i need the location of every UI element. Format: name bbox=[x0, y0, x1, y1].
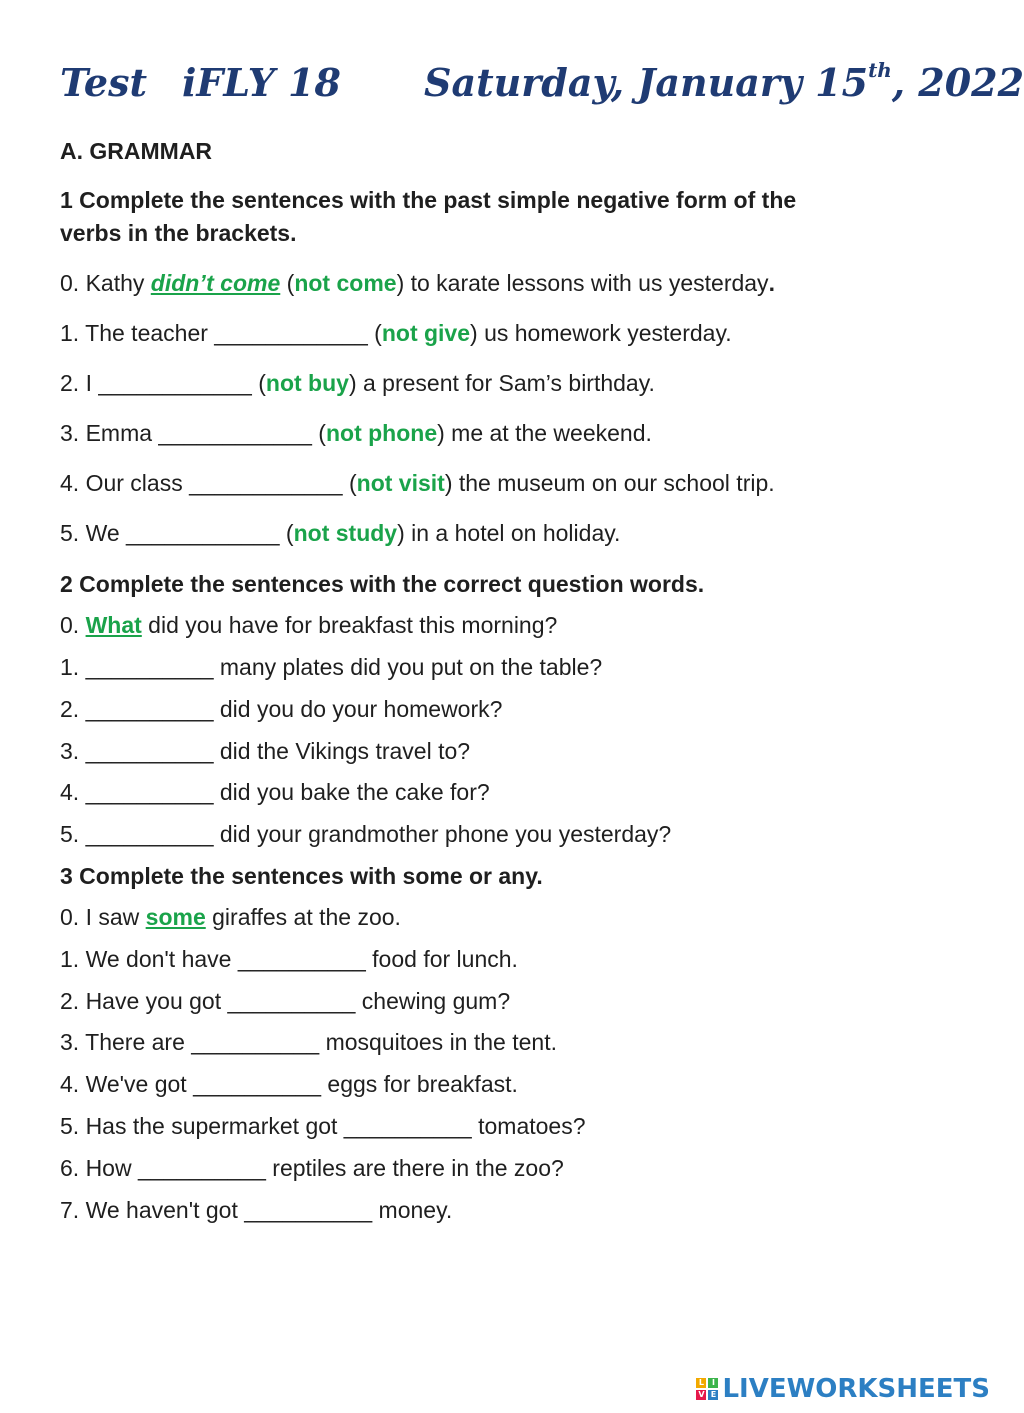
ex1-example-verb: not come bbox=[294, 270, 397, 296]
ex2-item-3[interactable]: 3. __________ did the Vikings travel to? bbox=[60, 738, 471, 764]
ex3-example-num: 0. I saw bbox=[60, 904, 146, 930]
header-date-prefix: Saturday, January 15 bbox=[424, 60, 869, 105]
ex1-item-5-verb: not study bbox=[293, 520, 398, 546]
ex3-example bbox=[60, 902, 401, 932]
ex2-example-post: did you have for breakfast this morning? bbox=[141, 612, 558, 638]
ex1-example-num: 0. Kathy bbox=[60, 270, 151, 296]
ex1-item-4-pre: 4. Our class ____________ ( bbox=[60, 470, 357, 496]
ex1-example-end: . bbox=[768, 270, 775, 296]
liveworksheets-logo[interactable] bbox=[696, 1373, 990, 1405]
ex1-item-3[interactable] bbox=[60, 418, 652, 448]
header-date-suffix: , 2022 bbox=[891, 60, 1024, 105]
ex1-item-3-pre: 3. Emma ____________ ( bbox=[60, 420, 326, 446]
section-title: A. GRAMMAR bbox=[60, 138, 213, 164]
ex1-item-5[interactable] bbox=[60, 518, 620, 548]
ex3-item-3[interactable]: 3. There are __________ mosquitoes in the tent. bbox=[60, 1029, 557, 1055]
ex2-item-2[interactable]: 2. __________ did you do your homework? bbox=[60, 696, 503, 722]
ex1-item-3-verb: not phone bbox=[325, 420, 438, 446]
ex2-example bbox=[60, 610, 557, 640]
logo-letter-l: L bbox=[696, 1378, 706, 1388]
ex1-instruction-line1: 1 Complete the sentences with the past simple negative form of the bbox=[60, 187, 797, 213]
header-test: Test bbox=[60, 60, 148, 105]
ex1-example bbox=[60, 268, 775, 298]
logo-letter-i: I bbox=[708, 1378, 718, 1388]
ex2-item-5[interactable]: 5. __________ did your grandmother phone you yesterday? bbox=[60, 821, 672, 847]
ex1-item-2-pre: 2. I ____________ ( bbox=[60, 370, 266, 396]
ex3-example-post: giraffes at the zoo. bbox=[205, 904, 401, 930]
ex3-item-7[interactable]: 7. We haven't got __________ money. bbox=[60, 1197, 453, 1223]
ex1-example-answer: didn’t come bbox=[150, 270, 281, 296]
ex1-item-5-post: ) in a hotel on holiday. bbox=[397, 520, 621, 546]
logo-letter-e: E bbox=[708, 1390, 718, 1400]
ex1-item-4-post: ) the museum on our school trip. bbox=[444, 470, 775, 496]
ex3-item-6[interactable]: 6. How __________ reptiles are there in the zoo? bbox=[60, 1155, 564, 1181]
ex1-item-2-post: ) a present for Sam’s birthday. bbox=[348, 370, 655, 396]
ex3-item-4[interactable]: 4. We've got __________ eggs for breakfast. bbox=[60, 1071, 518, 1097]
ex1-item-4[interactable] bbox=[60, 468, 775, 498]
ex3-instruction: 3 Complete the sentences with some or any. bbox=[60, 863, 543, 889]
ex1-example-open: ( bbox=[280, 270, 295, 296]
worksheet-header bbox=[60, 58, 1024, 116]
ex1-item-1-post: ) us homework yesterday. bbox=[470, 320, 732, 346]
header-date-sup: th bbox=[868, 58, 892, 82]
ex1-item-1[interactable] bbox=[60, 318, 732, 348]
ex2-instruction: 2 Complete the sentences with the correct question words. bbox=[60, 571, 705, 597]
ex3-item-5[interactable]: 5. Has the supermarket got __________ tomatoes? bbox=[60, 1113, 586, 1139]
ex2-item-1[interactable]: 1. __________ many plates did you put on the table? bbox=[60, 654, 603, 680]
ex3-item-2[interactable]: 2. Have you got __________ chewing gum? bbox=[60, 988, 511, 1014]
logo-text: LIVEWORKSHEETS bbox=[722, 1374, 990, 1404]
ex1-item-2[interactable] bbox=[60, 368, 655, 398]
ex1-item-2-verb: not buy bbox=[265, 370, 349, 396]
ex3-example-answer: some bbox=[145, 904, 206, 930]
header-class-name: iFLY 18 bbox=[182, 60, 341, 105]
ex1-item-1-verb: not give bbox=[381, 320, 471, 346]
ex2-item-4[interactable]: 4. __________ did you bake the cake for? bbox=[60, 779, 490, 805]
ex2-example-answer: What bbox=[85, 612, 142, 638]
ex1-item-1-pre: 1. The teacher ____________ ( bbox=[60, 320, 382, 346]
logo-letter-v: V bbox=[698, 1390, 705, 1399]
logo-mark-icon bbox=[696, 1378, 718, 1400]
ex1-example-close: ) to karate lessons with us yesterday bbox=[396, 270, 769, 296]
ex1-item-4-verb: not visit bbox=[356, 470, 445, 496]
ex1-item-3-post: ) me at the weekend. bbox=[437, 420, 652, 446]
header-date bbox=[424, 60, 1024, 105]
ex3-item-1[interactable]: 1. We don't have __________ food for lunch. bbox=[60, 946, 518, 972]
ex1-instruction-line2: verbs in the brackets. bbox=[60, 220, 297, 246]
ex1-item-5-pre: 5. We ____________ ( bbox=[60, 520, 294, 546]
ex2-example-num: 0. bbox=[60, 612, 86, 638]
